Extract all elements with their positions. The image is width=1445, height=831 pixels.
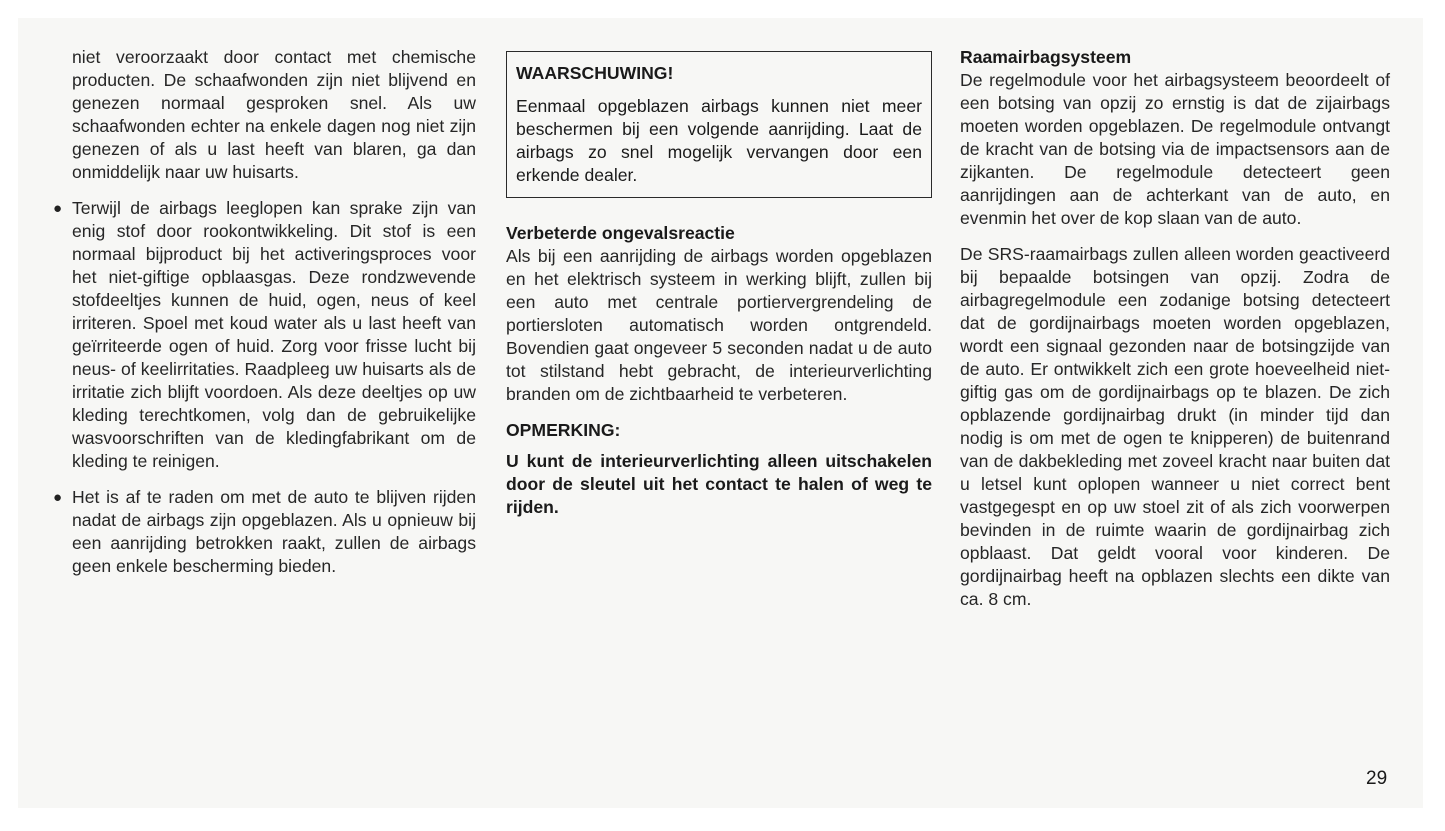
page-number: 29 [1366, 768, 1388, 789]
bullet-list [53, 197, 476, 578]
column-right [960, 46, 1390, 624]
section-heading-curtain-airbag: Raamairbagsysteem [960, 47, 1132, 67]
column-middle [506, 51, 932, 519]
section-heading: Verbeterde ongevalsreactie [506, 223, 735, 243]
warning-box [506, 51, 932, 198]
warning-text: Eenmaal opgeblazen airbags kunnen niet meer beschermen bij een volgende aanrijding. Laat de airbags zo snel mogelijk vervangen door een erkende dealer. [516, 96, 922, 185]
warning-title: WAARSCHUWING! [516, 63, 674, 83]
bullet-text: Het is af te raden om met de auto te blijven rijden nadat de airbags zijn opgeblazen. Als u opnieuw bij een aanrijding betrokken raakt, zullen de airbags geen enkele bescherming bieden. [72, 487, 476, 576]
section-paragraph: Als bij een aanrijding de airbags worden opgeblazen en het elektrisch systeem in werking blijft, zullen bij een auto met centrale portiervergrendeling de portiersloten automatisch worden ontgrendeld. Bovendien gaat ongeveer 5 seconden nadat u de auto tot stilstand hebt gebracht, de interieurverlichting branden om de zichtbaarheid te verbeteren. [506, 246, 932, 404]
column-left [53, 46, 476, 591]
bullet-icon: ● [53, 489, 63, 506]
note-text: U kunt de interieurverlichting alleen uitschakelen door de sleutel uit het contact te halen of weg te rijden. [506, 451, 932, 517]
paragraph-1: De regelmodule voor het airbagsysteem beoordeelt of een botsing van opzij zo ernstig is dat de zijairbags moeten worden opgeblazen. De regelmodule ontvangt de kracht van de botsing via de impactsensors aan de zijkanten. De regelmodule detecteert geen aanrijdingen aan de achterkant van de auto, en evenmin het over de kop slaan van de auto. [960, 70, 1390, 228]
bullet-item-driving [53, 486, 476, 578]
intro-paragraph: niet veroorzaakt door contact met chemische producten. De schaafwonden zijn niet blijvend en genezen normaal gesproken snel. Als uw schaafwonden echter na enkele dagen nog niet zijn genezen of als u last heeft van blaren, ga dan onmiddelijk naar uw huisarts. [72, 47, 476, 182]
bullet-icon: ● [53, 200, 63, 217]
bullet-text: Terwijl de airbags leeglopen kan sprake zijn van enig stof door rookontwikkeling. Dit stof is een normaal bijproduct bij het activeringsproces voor het niet-giftige opblaasgas. Deze rondzwevende stofdeeltjes kunnen de huid, ogen, neus of keel irriteren. Spoel met koud water als u last heeft van geïrriteerde ogen of huid. Zorg voor frisse lucht bij neus- of keelirritaties. Raadpleeg uw huisarts als de irritatie zich blijft voordoen. Als deze deeltjes op uw kleding terechtkomen, volg dan de gebruikelijke wasvoorschriften van de kledingfabrikant om de kleding te reinigen. [72, 198, 476, 471]
paragraph-2: De SRS-raamairbags zullen alleen worden geactiveerd bij bepaalde botsingen van opzij. Zodra de airbagregelmodule een zodanige botsing detecteert dat de gordijnairbags moeten worden opgeblazen, wordt een signaal gezonden naar de botsingzijde van de auto. Er ontwikkelt zich een grote hoeveelheid niet-giftig gas om de gordijnairbags op te blazen. De zich opblazende gordijnairbag drukt (in minder tijd dan nodig is om met de ogen te knipperen) de buitenrand van de dakbekleding met zoveel kracht naar buiten dat u letsel kunt oplopen wanneer u niet correct bent vastgegespt en op uw stoel zit of als zich voorwerpen bevinden in de ruimte waarin de gordijnairbag zich opblaast. Dat geldt vooral voor kinderen. De gordijnairbag heeft na opblazen slechts een dikte van ca. 8 cm. [960, 244, 1390, 609]
note-title: OPMERKING: [506, 420, 621, 440]
bullet-item-dust [53, 197, 476, 473]
